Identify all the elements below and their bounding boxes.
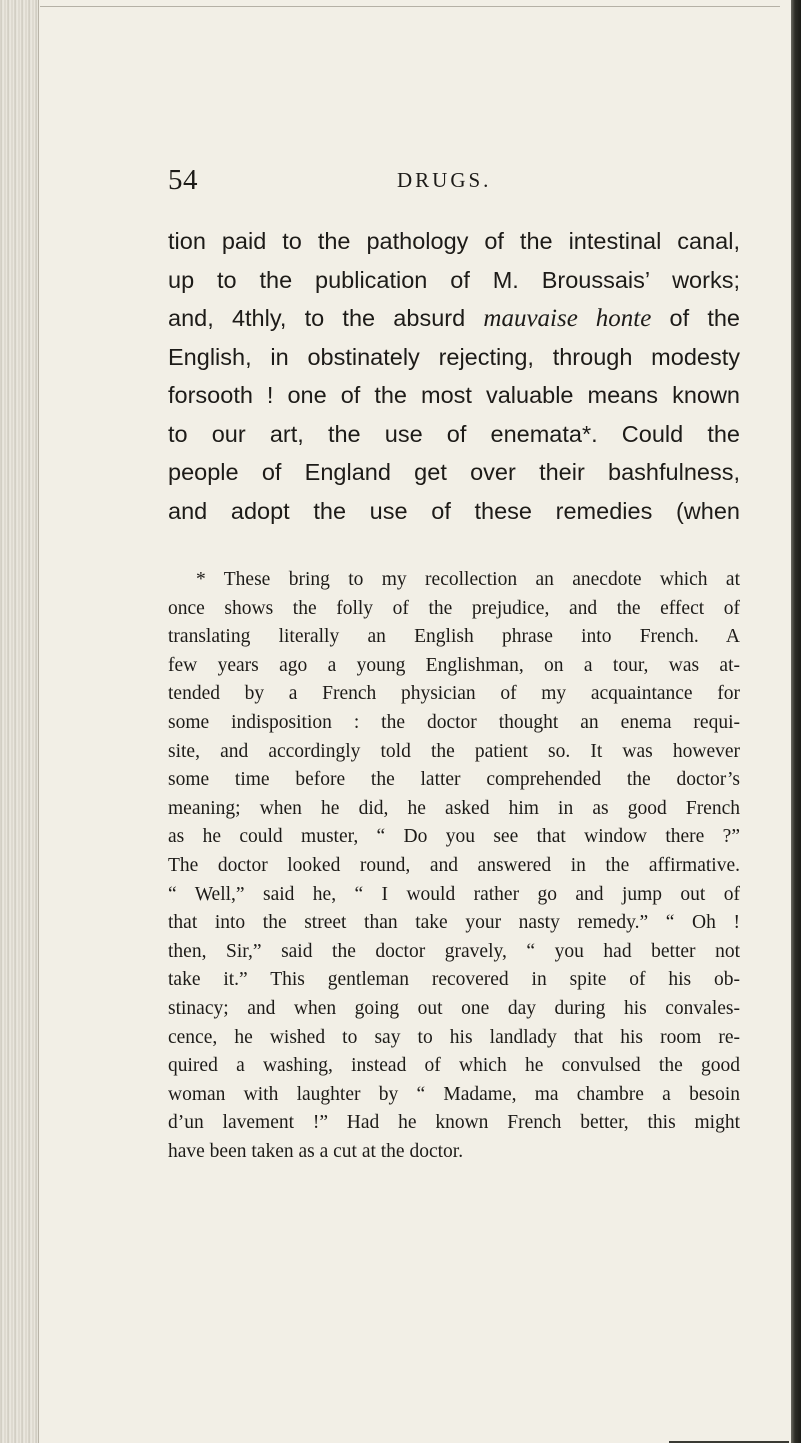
running-head: DRUGS. bbox=[397, 168, 492, 192]
page-top-edge bbox=[40, 0, 780, 7]
text-line: English, in obstinately rejecting, through modesty bbox=[168, 343, 740, 370]
footnote-line: translating literally an English phrase into French. A bbox=[168, 626, 740, 648]
footnote-line: then, Sir,” said the doctor gravely, “ you had better not bbox=[168, 940, 740, 962]
text-line: forsooth ! one of the most valuable means known bbox=[168, 382, 740, 408]
text-line bbox=[168, 299, 740, 338]
footnote-line: once shows the folly of the prejudice, and the effect of bbox=[168, 597, 740, 619]
footnote-line: have been taken as a cut at the doctor. bbox=[168, 1140, 464, 1162]
text-line: people of England get over their bashfulness, bbox=[168, 459, 740, 485]
footnote-line: woman with laughter by “ Madame, ma chambre a besoin bbox=[168, 1083, 740, 1105]
footnote-line: quired a washing, instead of which he convulsed the good bbox=[168, 1055, 740, 1077]
page-right-edge bbox=[791, 0, 801, 1443]
footnote-line: that into the street than take your nasty remedy.” “ Oh ! bbox=[168, 912, 740, 934]
footnote-line: stinacy; and when going out one day during his convales- bbox=[168, 997, 740, 1019]
footnote-line: meaning; when he did, he asked him in as good French bbox=[168, 797, 740, 819]
text-line-end: of the bbox=[651, 305, 741, 331]
text-line: to our art, the use of enemata*. Could the bbox=[168, 420, 740, 447]
footnote-line: as he could muster, “ Do you see that window there ?” bbox=[168, 826, 740, 848]
footnote bbox=[168, 566, 740, 1166]
text-line: and adopt the use of these remedies (when bbox=[168, 497, 740, 524]
text-line: up to the publication of M. Broussais’ works; bbox=[168, 266, 740, 293]
footnote-line: d’un lavement !” Had he known French better, this might bbox=[168, 1112, 740, 1134]
footnote-line: tended by a French physician of my acquaintance for bbox=[168, 683, 740, 705]
page-bottom-edge bbox=[669, 1427, 789, 1443]
page-number: 54 bbox=[168, 164, 198, 196]
italic-phrase: mauvaise honte bbox=[483, 305, 652, 332]
footnote-line: some indisposition : the doctor thought an enema requi- bbox=[168, 711, 740, 733]
footnote-line: cence, he wished to say to his landlady that his room re- bbox=[168, 1026, 740, 1048]
footnote-line: some time before the latter comprehended the doctor’s bbox=[168, 769, 740, 791]
footnote-line: The doctor looked round, and answered in the affirmative. bbox=[168, 854, 740, 876]
text-line-start: and, 4thly, to the absurd bbox=[168, 305, 484, 331]
main-text bbox=[168, 222, 740, 530]
footnote-line: site, and accordingly told the patient so. It was however bbox=[168, 740, 740, 762]
footnote-line: few years ago a young Englishman, on a tour, was at- bbox=[168, 654, 740, 676]
footnote-line: take it.” This gentleman recovered in spite of his ob- bbox=[168, 969, 740, 991]
text-line: tion paid to the pathology of the intestinal canal, bbox=[168, 228, 740, 254]
binding-gutter bbox=[0, 0, 39, 1443]
page-header bbox=[168, 160, 728, 200]
footnote-line: * These bring to my recollection an anecdote which at bbox=[196, 569, 740, 590]
footnote-line: “ Well,” said he, “ I would rather go and jump out of bbox=[168, 883, 740, 905]
